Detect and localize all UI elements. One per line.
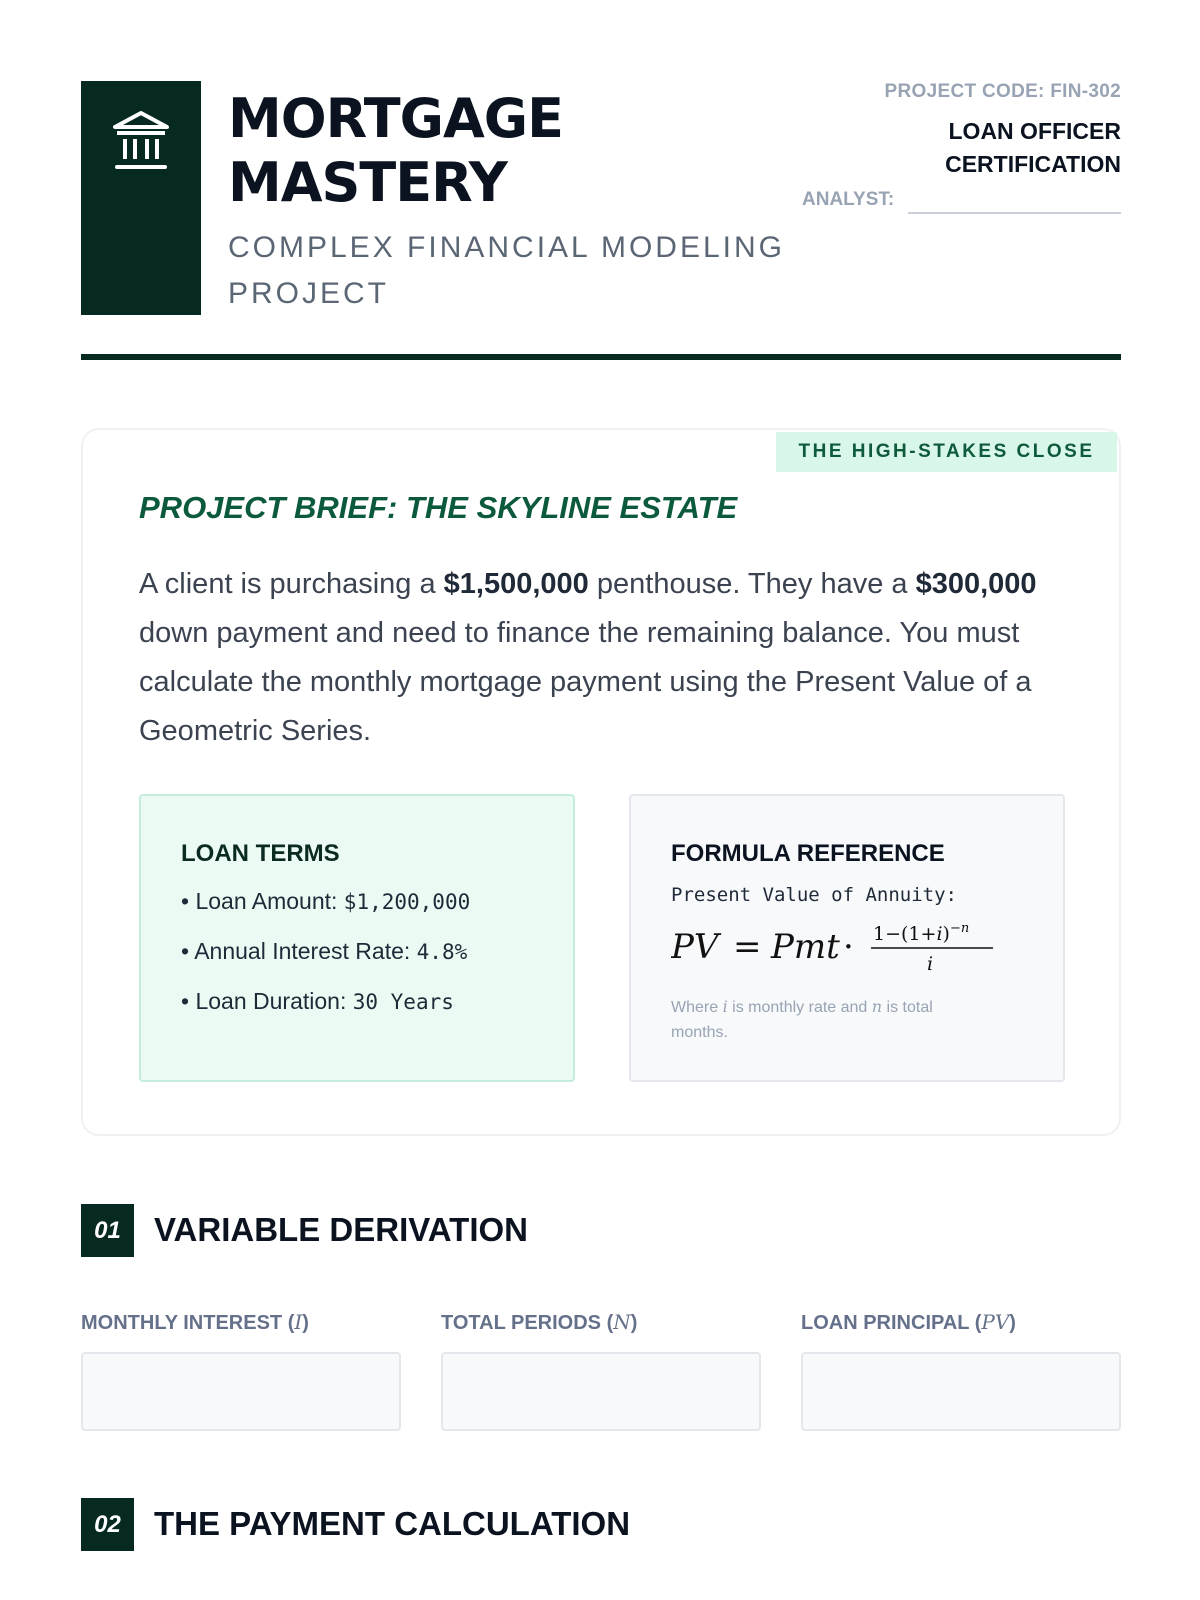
section-2-title: THE PAYMENT CALCULATION xyxy=(154,1505,631,1542)
formula-note-text-3: is total months. xyxy=(671,999,933,1041)
certification-line-2: CERTIFICATION xyxy=(945,151,1121,177)
brief-text-1: A client is purchasing a xyxy=(139,568,444,600)
brief-description xyxy=(139,560,1069,756)
page-subtitle: COMPLEX FINANCIAL MODELING PROJECT xyxy=(228,231,785,310)
formula-note-text-1: Where xyxy=(671,999,723,1016)
svg-text:=: = xyxy=(733,927,762,967)
monthly-interest-label xyxy=(81,1310,309,1335)
formula-title: FORMULA REFERENCE xyxy=(671,840,945,867)
list-item: • Loan Amount: $1,200,000 xyxy=(181,888,471,914)
loan-amount-label: Loan Amount: xyxy=(195,888,344,914)
monthly-interest-input[interactable] xyxy=(81,1352,401,1431)
svg-text:i: i xyxy=(927,953,934,975)
project-brief-card xyxy=(81,428,1121,1136)
list-item: • Annual Interest Rate: 4.8% xyxy=(181,938,468,964)
down-payment: $300,000 xyxy=(915,568,1037,600)
annuity-formula xyxy=(671,916,1031,980)
loan-principal-label xyxy=(801,1310,1016,1335)
total-periods-label-text: TOTAL PERIODS ( xyxy=(441,1312,614,1334)
loan-duration-label: Loan Duration: xyxy=(195,988,353,1014)
monthly-interest-label-text: MONTHLY INTEREST ( xyxy=(81,1312,295,1334)
formula-note-var-n: n xyxy=(871,997,883,1016)
loan-principal-label-text: LOAN PRINCIPAL ( xyxy=(801,1312,982,1334)
total-periods-close: ) xyxy=(630,1312,638,1334)
formula-note-text-2: is monthly rate and xyxy=(727,999,872,1016)
svg-text:Pmt: Pmt xyxy=(771,927,840,967)
formula-subtitle: Present Value of Annuity: xyxy=(671,884,957,906)
purchase-price: $1,500,000 xyxy=(443,568,589,600)
certification-label xyxy=(945,115,1121,181)
list-item: • Loan Duration: 30 Years xyxy=(181,988,454,1014)
loan-principal-var: PV xyxy=(981,1310,1010,1334)
brief-title: PROJECT BRIEF: THE SKYLINE ESTATE xyxy=(139,490,738,525)
page-header xyxy=(81,81,1121,315)
loan-terms-title: LOAN TERMS xyxy=(181,840,340,867)
page-title xyxy=(228,87,563,215)
high-stakes-badge: THE HIGH-STAKES CLOSE xyxy=(776,432,1117,472)
svg-text:·: · xyxy=(843,927,854,967)
header-divider xyxy=(81,354,1121,360)
formula-note-var-i: i xyxy=(722,997,728,1016)
brief-text-3: down payment and need to finance the remaining balance. You must calculate the monthly mortgage payment using the Present Value of a Geometric Series. xyxy=(139,617,1032,747)
analyst-input-line[interactable] xyxy=(908,212,1121,214)
loan-amount-value: $1,200,000 xyxy=(343,890,471,914)
svg-text:PV: PV xyxy=(671,927,719,967)
title-line-1: MORTGAGE xyxy=(228,87,563,150)
loan-principal-input[interactable] xyxy=(801,1352,1121,1431)
formula-note xyxy=(671,994,981,1045)
total-periods-var: N xyxy=(613,1310,631,1334)
monthly-interest-var: I xyxy=(294,1310,303,1334)
monthly-interest-close: ) xyxy=(302,1312,309,1334)
total-periods-input[interactable] xyxy=(441,1352,761,1431)
loan-terms-box xyxy=(139,794,575,1082)
interest-rate-label: Annual Interest Rate: xyxy=(194,938,417,964)
section-2-number: 02 xyxy=(81,1498,134,1551)
certification-line-1: LOAN OFFICER xyxy=(948,118,1121,144)
analyst-label: ANALYST: xyxy=(802,189,895,210)
project-code: PROJECT CODE: FIN-302 xyxy=(884,81,1121,102)
title-line-2: MASTERY xyxy=(228,151,507,214)
logo-block xyxy=(81,81,201,315)
loan-terms-list xyxy=(181,888,470,1038)
brief-text-2: penthouse. They have a xyxy=(588,568,916,600)
interest-rate-value: 4.8% xyxy=(416,940,468,964)
svg-text:1−(1+i)−n: $1-(1+i)^{-n}$ xyxy=(873,921,970,945)
section-1-title: VARIABLE DERIVATION xyxy=(154,1211,529,1248)
loan-principal-close: ) xyxy=(1009,1312,1016,1334)
section-1-number: 01 xyxy=(81,1204,134,1257)
loan-duration-value: 30 Years xyxy=(352,990,454,1014)
total-periods-label xyxy=(441,1310,637,1335)
bank-icon xyxy=(113,111,169,173)
formula-reference-box xyxy=(629,794,1065,1082)
